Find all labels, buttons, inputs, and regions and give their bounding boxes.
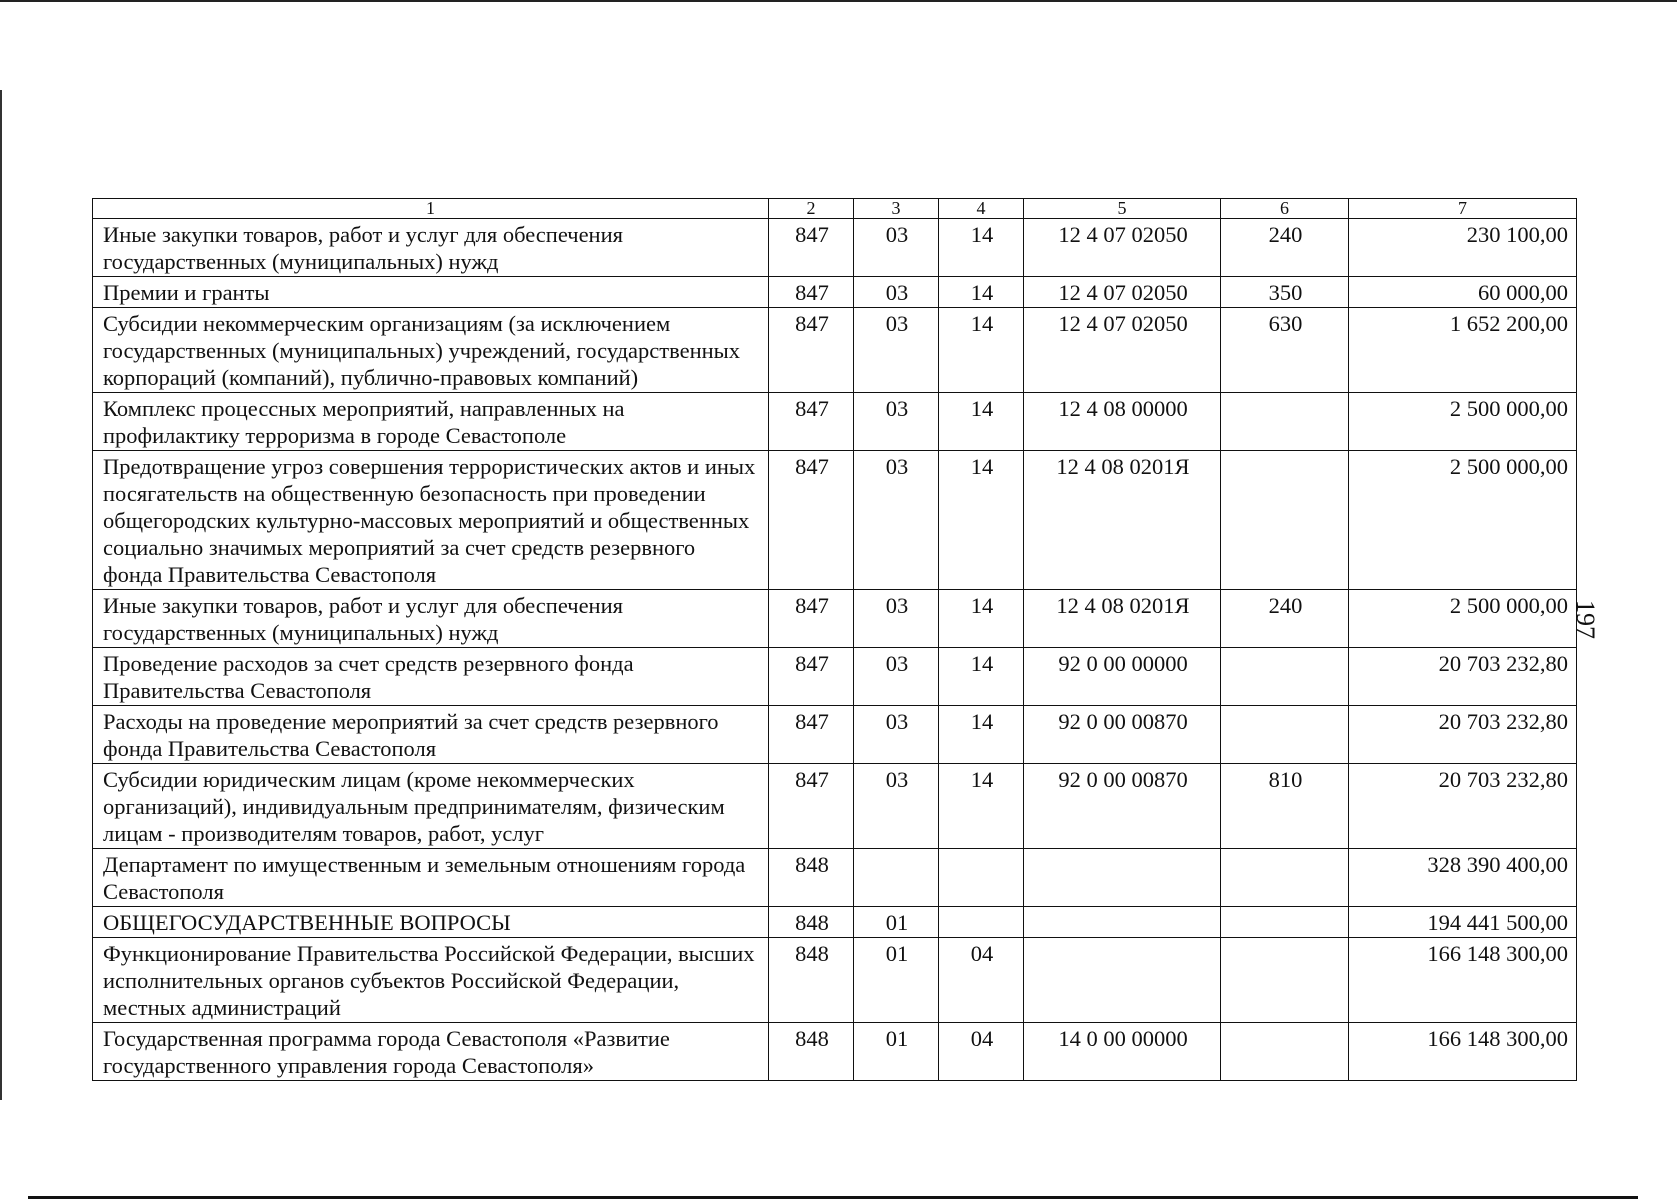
row-expense-type <box>1221 706 1349 764</box>
row-section-code: 03 <box>854 648 939 706</box>
table-row <box>93 308 1577 393</box>
row-expense-type <box>1221 907 1349 938</box>
column-number: 3 <box>854 199 939 219</box>
row-target-article: 92 0 00 00000 <box>1024 648 1221 706</box>
row-subsection-code: 04 <box>939 938 1024 1023</box>
row-ved-code: 848 <box>769 907 854 938</box>
row-expense-type <box>1221 393 1349 451</box>
row-amount: 230 100,00 <box>1349 219 1577 277</box>
row-expense-type: 240 <box>1221 219 1349 277</box>
row-subsection-code: 14 <box>939 764 1024 849</box>
table-row <box>93 1023 1577 1081</box>
row-ved-code: 847 <box>769 764 854 849</box>
column-number-row <box>93 199 1577 219</box>
row-target-article <box>1024 849 1221 907</box>
row-ved-code: 847 <box>769 308 854 393</box>
row-subsection-code: 14 <box>939 451 1024 590</box>
row-ved-code: 847 <box>769 393 854 451</box>
row-target-article: 92 0 00 00870 <box>1024 706 1221 764</box>
row-section-code: 03 <box>854 219 939 277</box>
row-target-article <box>1024 938 1221 1023</box>
row-expense-type: 350 <box>1221 277 1349 308</box>
row-section-code: 03 <box>854 277 939 308</box>
row-subsection-code: 14 <box>939 706 1024 764</box>
row-expense-type <box>1221 1023 1349 1081</box>
table-header <box>93 199 1577 219</box>
row-section-code <box>854 849 939 907</box>
row-target-article <box>1024 907 1221 938</box>
row-section-code: 03 <box>854 451 939 590</box>
row-ved-code: 847 <box>769 590 854 648</box>
row-amount: 166 148 300,00 <box>1349 1023 1577 1081</box>
row-target-article: 12 4 08 00000 <box>1024 393 1221 451</box>
row-section-code: 01 <box>854 1023 939 1081</box>
column-number: 6 <box>1221 199 1349 219</box>
row-amount: 60 000,00 <box>1349 277 1577 308</box>
row-ved-code: 847 <box>769 451 854 590</box>
row-target-article: 92 0 00 00870 <box>1024 764 1221 849</box>
table-row <box>93 648 1577 706</box>
table-row <box>93 590 1577 648</box>
row-target-article: 12 4 07 02050 <box>1024 308 1221 393</box>
page-number: 197 <box>1571 600 1600 639</box>
row-ved-code: 847 <box>769 219 854 277</box>
column-number: 7 <box>1349 199 1577 219</box>
row-section-code: 03 <box>854 706 939 764</box>
row-subsection-code: 14 <box>939 277 1024 308</box>
table-body <box>93 219 1577 1081</box>
row-name: Иные закупки товаров, работ и услуг для обеспечения государственных (муниципальных) нужд <box>93 219 769 277</box>
row-subsection-code: 14 <box>939 648 1024 706</box>
column-number: 5 <box>1024 199 1221 219</box>
row-section-code: 01 <box>854 938 939 1023</box>
row-expense-type: 630 <box>1221 308 1349 393</box>
table-row <box>93 849 1577 907</box>
row-amount: 20 703 232,80 <box>1349 648 1577 706</box>
table-row <box>93 219 1577 277</box>
table-row <box>93 277 1577 308</box>
row-amount: 2 500 000,00 <box>1349 590 1577 648</box>
scan-edge-left <box>0 90 2 1100</box>
row-ved-code: 848 <box>769 1023 854 1081</box>
row-name: Департамент по имущественным и земельным отношениям города Севастополя <box>93 849 769 907</box>
row-target-article: 12 4 08 0201Я <box>1024 451 1221 590</box>
row-amount: 2 500 000,00 <box>1349 451 1577 590</box>
row-expense-type: 810 <box>1221 764 1349 849</box>
row-section-code: 01 <box>854 907 939 938</box>
row-amount: 1 652 200,00 <box>1349 308 1577 393</box>
row-section-code: 03 <box>854 764 939 849</box>
row-amount: 166 148 300,00 <box>1349 938 1577 1023</box>
row-target-article: 12 4 07 02050 <box>1024 219 1221 277</box>
row-amount: 328 390 400,00 <box>1349 849 1577 907</box>
row-name: Субсидии юридическим лицам (кроме некоммерческих организаций), индивидуальным предпринимателям, физическим лицам - производителям товаров, работ, услуг <box>93 764 769 849</box>
row-name: Функционирование Правительства Российской Федерации, высших исполнительных органов субъектов Российской Федерации, местных администраций <box>93 938 769 1023</box>
row-name: Комплекс процессных мероприятий, направленных на профилактику терроризма в городе Севастополе <box>93 393 769 451</box>
row-section-code: 03 <box>854 393 939 451</box>
row-ved-code: 848 <box>769 938 854 1023</box>
table-row <box>93 451 1577 590</box>
row-target-article: 12 4 07 02050 <box>1024 277 1221 308</box>
row-section-code: 03 <box>854 590 939 648</box>
row-subsection-code: 14 <box>939 219 1024 277</box>
row-name: Расходы на проведение мероприятий за счет средств резервного фонда Правительства Севастополя <box>93 706 769 764</box>
row-amount: 20 703 232,80 <box>1349 764 1577 849</box>
scan-edge-top <box>0 0 1677 2</box>
row-subsection-code: 04 <box>939 1023 1024 1081</box>
row-ved-code: 848 <box>769 849 854 907</box>
budget-table <box>92 198 1577 1081</box>
table-row <box>93 393 1577 451</box>
row-expense-type <box>1221 648 1349 706</box>
row-name: Предотвращение угроз совершения террористических актов и иных посягательств на общественную безопасность при проведении общегородских культурно-массовых мероприятий и общественных социально значимых мероприятий за счет средств резервного фонда Правительства Севастополя <box>93 451 769 590</box>
row-amount: 194 441 500,00 <box>1349 907 1577 938</box>
row-expense-type <box>1221 849 1349 907</box>
column-number: 4 <box>939 199 1024 219</box>
row-name: ОБЩЕГОСУДАРСТВЕННЫЕ ВОПРОСЫ <box>93 907 769 938</box>
row-ved-code: 847 <box>769 648 854 706</box>
column-number: 2 <box>769 199 854 219</box>
row-name: Государственная программа города Севастополя «Развитие государственного управления города Севастополя» <box>93 1023 769 1081</box>
table-row <box>93 907 1577 938</box>
row-expense-type: 240 <box>1221 590 1349 648</box>
row-amount: 2 500 000,00 <box>1349 393 1577 451</box>
row-name: Премии и гранты <box>93 277 769 308</box>
row-expense-type <box>1221 451 1349 590</box>
row-subsection-code: 14 <box>939 590 1024 648</box>
row-expense-type <box>1221 938 1349 1023</box>
row-target-article: 14 0 00 00000 <box>1024 1023 1221 1081</box>
row-subsection-code <box>939 907 1024 938</box>
row-ved-code: 847 <box>769 277 854 308</box>
row-section-code: 03 <box>854 308 939 393</box>
row-subsection-code <box>939 849 1024 907</box>
row-subsection-code: 14 <box>939 393 1024 451</box>
table-row <box>93 764 1577 849</box>
row-target-article: 12 4 08 0201Я <box>1024 590 1221 648</box>
table-row <box>93 938 1577 1023</box>
row-ved-code: 847 <box>769 706 854 764</box>
row-name: Проведение расходов за счет средств резервного фонда Правительства Севастополя <box>93 648 769 706</box>
row-name: Иные закупки товаров, работ и услуг для обеспечения государственных (муниципальных) нужд <box>93 590 769 648</box>
scan-edge-bottom <box>28 1196 1638 1199</box>
table-row <box>93 706 1577 764</box>
row-name: Субсидии некоммерческим организациям (за исключением государственных (муниципальных) учреждений, государственных корпораций (компаний), публично-правовых компаний) <box>93 308 769 393</box>
row-amount: 20 703 232,80 <box>1349 706 1577 764</box>
column-number: 1 <box>93 199 769 219</box>
row-subsection-code: 14 <box>939 308 1024 393</box>
